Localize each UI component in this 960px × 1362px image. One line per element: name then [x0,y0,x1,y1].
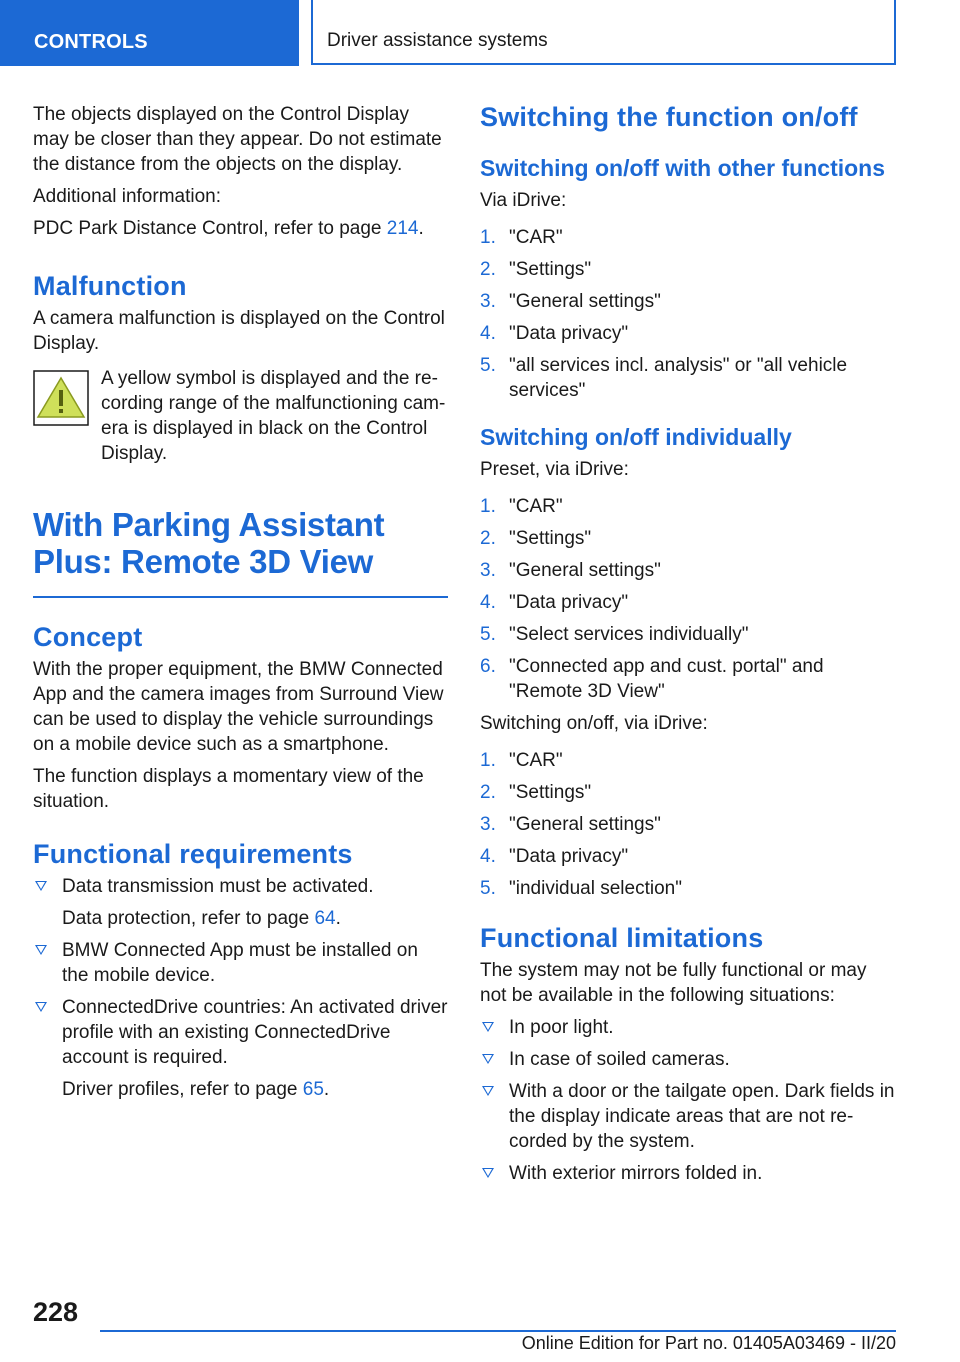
list-item: 4. "Data privacy" [480,592,629,613]
warning-note [33,366,448,466]
list-item: 4. "Data privacy" [480,323,629,344]
bullet-triangle-icon [482,1054,494,1064]
pdc-page-link[interactable]: 214 [386,218,419,239]
malfunction-heading: Malfunction [33,271,187,301]
bullet-triangle-icon [482,1086,494,1096]
page-header [0,0,960,66]
bullet-triangle-icon [482,1168,494,1178]
section-tab: CONTROLS [0,0,299,66]
list-item [33,938,448,988]
requirements-list [33,874,448,1102]
other-functions-heading: Switching on/off with other functions [480,155,886,181]
list-item: 6. "Connected app and cust. portal" and "Remote 3D View" [480,656,824,702]
limitations-heading: Functional limitations [480,923,764,953]
bullet-triangle-icon [35,881,47,891]
list-item: 3. "General settings" [480,560,661,581]
individually-heading: Switching on/off individually [480,424,792,450]
bullet-triangle-icon [482,1022,494,1032]
requirement-text: Data transmission must be activated. [62,876,374,897]
chapter-title: With Parking Assistant Plus: Remote 3D View [33,506,385,580]
list-item: 2. "Settings" [480,528,592,549]
list-item: 4. "Data privacy" [480,846,629,867]
page-link[interactable]: 65 [302,1079,324,1100]
list-item: 1. "CAR" [480,496,563,517]
concept-paragraph-1: With the proper equipment, the BMW Connected App and the camera images from Surround View can be used to display the vehicle surroundings on a mobile device such as a smartphone. [33,659,444,755]
reference-text: Data protection, refer to page [62,908,315,929]
limitations-text: The system may not be fully functional or may not be available in the following situations: [480,960,867,1006]
requirement-reference: Data protection, refer to page 64. [62,908,341,929]
list-item: 5. "Select services individually" [480,624,749,645]
switching-heading: Switching the function on/off [480,102,858,132]
requirements-heading: Functional requirements [33,839,353,869]
left-column [33,102,448,1109]
malfunction-text: A camera malfunction is displayed on the Control Display. [33,308,445,354]
right-column [480,102,898,1193]
list-item: 1. "CAR" [480,227,563,248]
concept-paragraph-2: The function displays a momentary view of the situation. [33,766,424,812]
limitations-list [480,1015,898,1186]
list-item: In poor light. [480,1015,898,1040]
bullet-triangle-icon [35,945,47,955]
list-item: In case of soiled cameras. [480,1047,898,1072]
list-item: With exterior mirrors folded in. [480,1161,898,1186]
bullet-triangle-icon [35,1002,47,1012]
warning-text: A yellow symbol is displayed and the recording range of the malfunctioning camera is displayed in black on the Control Display. [101,368,446,464]
chapter-rule [33,596,448,598]
list-item: 1. "CAR" [480,750,563,771]
list-item: 5. "individual selection" [480,878,682,899]
preset-label: Preset, via iDrive: [480,459,629,480]
other-functions-steps [480,225,898,403]
switching-via-label: Switching on/off, via iDrive: [480,713,708,734]
pdc-reference: PDC Park Distance Control, refer to page 214. [33,218,424,239]
list-item [33,995,448,1102]
switching-steps [480,748,898,901]
preset-steps [480,494,898,704]
chapter-title-header: Driver assistance systems [311,0,896,65]
list-item: 2. "Settings" [480,782,592,803]
list-item: With a door or the tailgate open. Dark fields in the display indicate areas that are not recorded by the system. [480,1079,898,1154]
requirement-text: BMW Connected App must be installed on the mobile device. [62,940,418,986]
list-item: 3. "General settings" [480,291,661,312]
list-item: 5. "all services incl. analysis" or "all vehicle services" [480,355,848,401]
list-item [33,874,448,931]
warning-triangle-icon [33,370,89,426]
page-link[interactable]: 64 [314,908,336,929]
edition-footer: Online Edition for Part no. 01405A03469 - II/20 [521,1333,896,1353]
list-item: 2. "Settings" [480,259,592,280]
reference-text: Driver profiles, refer to page [62,1079,303,1100]
intro-paragraph: The objects displayed on the Control Display may be closer than they appear. Do not estimate the distance from the objects on the display. [33,104,442,175]
requirement-reference: Driver profiles, refer to page 65. [62,1079,330,1100]
page-number: 228 [33,1297,79,1327]
list-item: 3. "General settings" [480,814,661,835]
requirement-text: ConnectedDrive countries: An activated driver profile with an existing ConnectedDrive account is required. [62,997,448,1068]
via-idrive-label: Via iDrive: [480,190,567,211]
pdc-text: PDC Park Distance Control, refer to page [33,218,387,239]
additional-info-label: Additional information: [33,186,221,207]
concept-heading: Concept [33,622,143,652]
